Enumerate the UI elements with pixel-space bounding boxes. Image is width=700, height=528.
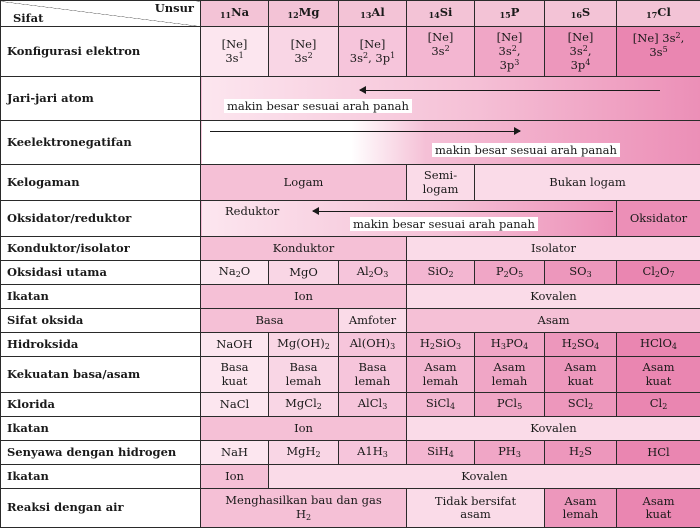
row-label: Ikatan — [1, 285, 201, 309]
hydroxide-cell: $H_3PO_4$ — [475, 333, 545, 357]
keelektronegatifan-arrow-right-icon — [210, 131, 520, 132]
strength-cell: Asam kuat — [617, 357, 700, 393]
oksidator-arrow-left-icon — [313, 211, 613, 212]
hydride-cell: $A1H_3$ — [339, 441, 407, 465]
row-label: Konduktor/isolator — [1, 237, 201, 261]
element-na: $_{11}$Na — [201, 1, 269, 27]
row-kelogaman — [1, 165, 700, 201]
hydride-cell: $PH_3$ — [475, 441, 545, 465]
reaksi-s-cell: Asam lemah — [545, 489, 617, 528]
jari-jari-note: makin besar sesuai arah panah — [224, 99, 412, 113]
config-cell: [Ne] $3s^2$, $3s^5$ — [617, 27, 700, 77]
config-cell: [Ne] $3s^2$, $3p^3$ — [475, 27, 545, 77]
hydride-cell: SiH$_4$ — [407, 441, 475, 465]
oksidator-note: makin besar sesuai arah panah — [350, 217, 538, 231]
kovalen-cell: Kovalen — [407, 417, 700, 441]
reduktor-label: Reduktor — [222, 204, 282, 218]
chloride-cell: PCl$_5$ — [475, 393, 545, 417]
config-cell: [Ne] $3s^2$ — [407, 27, 475, 77]
kovalen-cell: Kovalen — [269, 465, 700, 489]
hydride-cell: HCl — [617, 441, 700, 465]
strength-cell: Asam kuat — [545, 357, 617, 393]
oxide-cell: $Al_2O_3$ — [339, 261, 407, 285]
oksidator-cell: Oksidator — [617, 201, 700, 237]
chloride-cell: SiCl$_4$ — [407, 393, 475, 417]
row-label: Oksidasi utama — [1, 261, 201, 285]
header-corner — [1, 1, 201, 27]
hydride-cell: $H_2S$ — [545, 441, 617, 465]
reaksi-cl-cell: Asam kuat — [617, 489, 700, 528]
keelektronegatifan-note: makin besar sesuai arah panah — [432, 143, 620, 157]
hydroxide-cell: $Mg(OH)_2$ — [269, 333, 339, 357]
row-label: Ikatan — [1, 465, 201, 489]
config-cell: [Ne] $3s^2$, $3p^1$ — [339, 27, 407, 77]
chloride-cell: SCl$_2$ — [545, 393, 617, 417]
chloride-cell: MgCl$_2$ — [269, 393, 339, 417]
ion-cell: Ion — [201, 465, 269, 489]
config-cell: [Ne] $3s^2$ — [269, 27, 339, 77]
row-konduktor — [1, 237, 700, 261]
asam-cell: Asam — [407, 309, 700, 333]
isolator-cell: Isolator — [407, 237, 700, 261]
row-kekuatan — [1, 357, 700, 393]
hydroxide-cell: $Al(OH)_3$ — [339, 333, 407, 357]
amfoter-cell: Amfoter — [339, 309, 407, 333]
row-reaksi — [1, 489, 700, 528]
element-s: $_{16}$S — [545, 1, 617, 27]
hydride-cell: MgH$_2$ — [269, 441, 339, 465]
konduktor-cell: Konduktor — [201, 237, 407, 261]
basa-cell: Basa — [201, 309, 339, 333]
ion-cell: Ion — [201, 417, 407, 441]
row-label: Hidroksida — [1, 333, 201, 357]
hydride-cell: NaH — [201, 441, 269, 465]
row-sifat-oksida — [1, 309, 700, 333]
row-label: Klorida — [1, 393, 201, 417]
reaksi-tidak-asam-cell: Tidak bersifat asam — [407, 489, 545, 528]
oxide-cell: $Na_2O$ — [201, 261, 269, 285]
hydroxide-cell: $H_2SO_4$ — [545, 333, 617, 357]
oxide-cell: $Cl_2O_7$ — [617, 261, 700, 285]
chloride-cell: $Cl_2$ — [617, 393, 700, 417]
semilogam-cell: Semi- logam — [407, 165, 475, 201]
hydroxide-cell: NaOH — [201, 333, 269, 357]
sifat-label: Sifat — [13, 12, 43, 25]
row-label: Kelogaman — [1, 165, 201, 201]
strength-cell: Basa lemah — [269, 357, 339, 393]
header-row — [1, 1, 700, 27]
row-label: Ikatan — [1, 417, 201, 441]
row-label: Reaksi dengan air — [1, 489, 201, 528]
ion-cell: Ion — [201, 285, 407, 309]
strength-cell: Basa lemah — [339, 357, 407, 393]
reaksi-logam-cell: Menghasilkan bau dan gas $H_2$ — [201, 489, 407, 528]
row-label: Sifat oksida — [1, 309, 201, 333]
strength-cell: Asam lemah — [407, 357, 475, 393]
hydroxide-cell: HClO$_4$ — [617, 333, 700, 357]
row-hidrogen — [1, 441, 700, 465]
row-ikatan-klorida — [1, 417, 700, 441]
element-si: $_{14}$Si — [407, 1, 475, 27]
kovalen-cell: Kovalen — [407, 285, 700, 309]
row-ikatan-oksida — [1, 285, 700, 309]
oxide-cell: MgO — [269, 261, 339, 285]
row-label: Konfigurasi elektron — [1, 27, 201, 77]
logam-cell: Logam — [201, 165, 407, 201]
row-klorida — [1, 393, 700, 417]
element-mg: $_{12}$Mg — [269, 1, 339, 27]
row-konfigurasi — [1, 27, 700, 77]
row-label: Jari-jari atom — [1, 77, 201, 121]
row-ikatan-hidrogen — [1, 465, 700, 489]
row-oksidasi — [1, 261, 700, 285]
unsur-label: Unsur — [155, 2, 194, 15]
jari-jari-arrow-left-icon — [360, 90, 660, 91]
config-cell: [Ne] $3s^2$, $3p^4$ — [545, 27, 617, 77]
bukan-logam-cell: Bukan logam — [475, 165, 700, 201]
oxide-cell: $SO_3$ — [545, 261, 617, 285]
oxide-cell: SiO$_2$ — [407, 261, 475, 285]
strength-cell: Basa kuat — [201, 357, 269, 393]
row-label: Keelektronegatifan — [1, 121, 201, 165]
row-hidroksida — [1, 333, 700, 357]
chloride-cell: NaCl — [201, 393, 269, 417]
row-label: Oksidator/reduktor — [1, 201, 201, 237]
element-p: $_{15}$P — [475, 1, 545, 27]
row-label: Kekuatan basa/asam — [1, 357, 201, 393]
oxide-cell: $P_2O_5$ — [475, 261, 545, 285]
element-cl: $_{17}$Cl — [617, 1, 700, 27]
chloride-cell: AlCl$_3$ — [339, 393, 407, 417]
element-al: $_{13}$Al — [339, 1, 407, 27]
config-cell: [Ne] $3s^1$ — [201, 27, 269, 77]
hydroxide-cell: $H_2SiO_3$ — [407, 333, 475, 357]
strength-cell: Asam lemah — [475, 357, 545, 393]
row-label: Senyawa dengan hidrogen — [1, 441, 201, 465]
